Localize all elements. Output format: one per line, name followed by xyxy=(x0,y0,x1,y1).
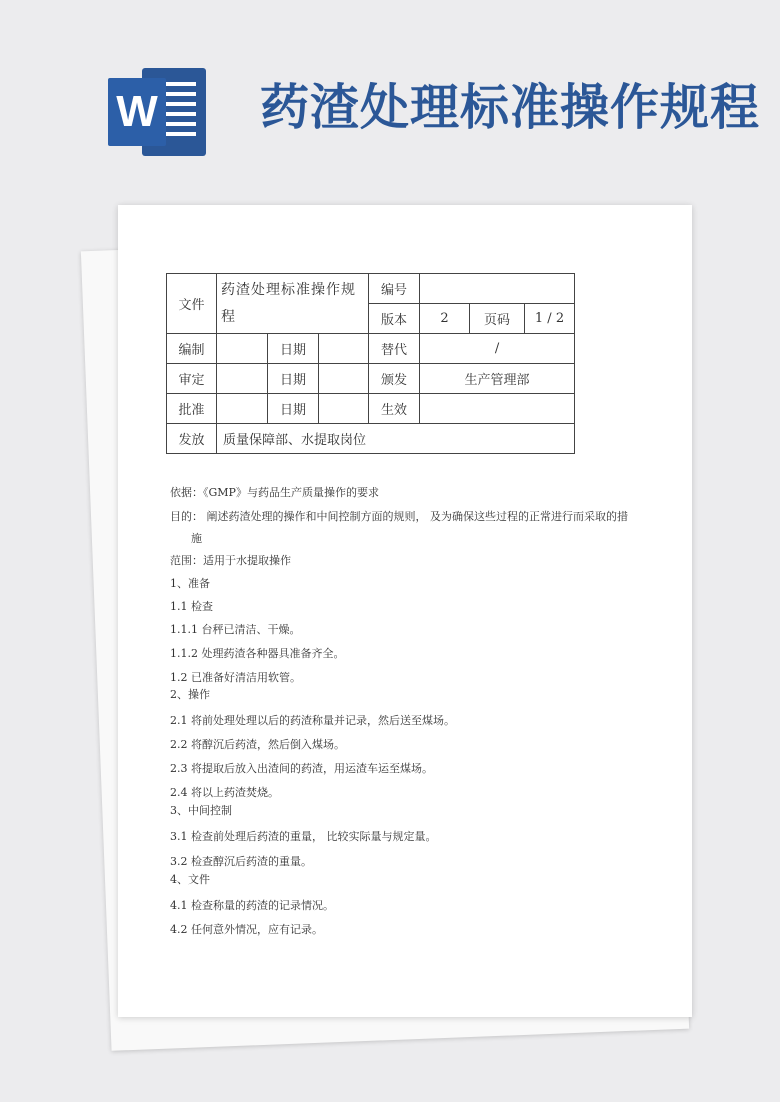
value-pizhun xyxy=(217,394,268,424)
basis-line: 依据：《GMP》与药品生产质量操作的要求 xyxy=(170,486,379,499)
value-riqi-2 xyxy=(319,364,369,394)
item-3-1: 3.1 检查前处理后药渣的重量， 比较实际量与规定量。 xyxy=(170,830,437,843)
item-2-4: 2.4 将以上药渣焚烧。 xyxy=(170,786,279,799)
item-1-1-2: 1.1.2 处理药渣各种器具准备齐全。 xyxy=(170,647,345,660)
value-bianzhi xyxy=(217,334,268,364)
item-2-3: 2.3 将提取后放入出渣间的药渣，用运渣车运至煤场。 xyxy=(170,762,433,775)
label-wenjian: 文件 xyxy=(167,274,217,334)
doc-title-line1: 药渣处理标准操作规 xyxy=(221,281,356,298)
item-3-2: 3.2 检查醇沉后药渣的重量。 xyxy=(170,855,312,868)
value-banben: 2 xyxy=(420,304,470,334)
word-logo-letter: W xyxy=(108,78,166,146)
doc-title-line2: 程 xyxy=(221,308,236,325)
value-shending xyxy=(217,364,268,394)
item-1-1: 1.1 检查 xyxy=(170,600,213,613)
label-yema: 页码 xyxy=(470,304,525,334)
label-pizhun: 批准 xyxy=(167,394,217,424)
value-riqi-1 xyxy=(319,334,369,364)
value-riqi-3 xyxy=(319,394,369,424)
doc-title-cell xyxy=(217,274,369,334)
purpose-line: 目的： 阐述药渣处理的操作和中间控制方面的规则， 及为确保这些过程的正常进行而采取的措 xyxy=(170,510,628,523)
label-riqi-1: 日期 xyxy=(268,334,319,364)
label-tidai: 替代 xyxy=(369,334,420,364)
header-form-table xyxy=(166,273,575,454)
item-1-2: 1.2 已准备好清洁用软管。 xyxy=(170,671,301,684)
word-icon xyxy=(108,68,206,156)
label-shending: 审定 xyxy=(167,364,217,394)
label-banben: 版本 xyxy=(369,304,420,334)
label-shengxiao: 生效 xyxy=(369,394,420,424)
section-3-heading: 3、中间控制 xyxy=(170,804,232,817)
scope-line: 范围：适用于水提取操作 xyxy=(170,554,291,567)
label-bianzhi: 编制 xyxy=(167,334,217,364)
section-1-heading: 1、准备 xyxy=(170,577,210,590)
item-4-1: 4.1 检查称量的药渣的记录情况。 xyxy=(170,899,334,912)
section-4-heading: 4、文件 xyxy=(170,873,210,886)
item-2-2: 2.2 将醇沉后药渣，然后倒入煤场。 xyxy=(170,738,345,751)
section-2-heading: 2、操作 xyxy=(170,688,210,701)
page-title: 药渣处理标准操作规程 xyxy=(260,78,761,136)
item-1-1-1: 1.1.1 台秤已清洁、干燥。 xyxy=(170,623,301,636)
value-shengxiao xyxy=(420,394,575,424)
label-banfa: 颁发 xyxy=(369,364,420,394)
purpose-line-cont: 施 xyxy=(191,532,202,545)
value-fafang: 质量保障部、水提取岗位 xyxy=(217,424,575,454)
value-yema: 1 / 2 xyxy=(525,304,575,334)
value-tidai: / xyxy=(420,334,575,364)
label-fafang: 发放 xyxy=(167,424,217,454)
document-page xyxy=(118,205,692,1017)
label-riqi-2: 日期 xyxy=(268,364,319,394)
page-header xyxy=(0,0,780,200)
item-2-1: 2.1 将前处理处理以后的药渣称量并记录，然后送至煤场。 xyxy=(170,714,455,727)
value-banfa: 生产管理部 xyxy=(420,364,575,394)
label-bianhao: 编号 xyxy=(369,274,420,304)
label-riqi-3: 日期 xyxy=(268,394,319,424)
value-bianhao xyxy=(420,274,575,304)
item-4-2: 4.2 任何意外情况，应有记录。 xyxy=(170,923,323,936)
